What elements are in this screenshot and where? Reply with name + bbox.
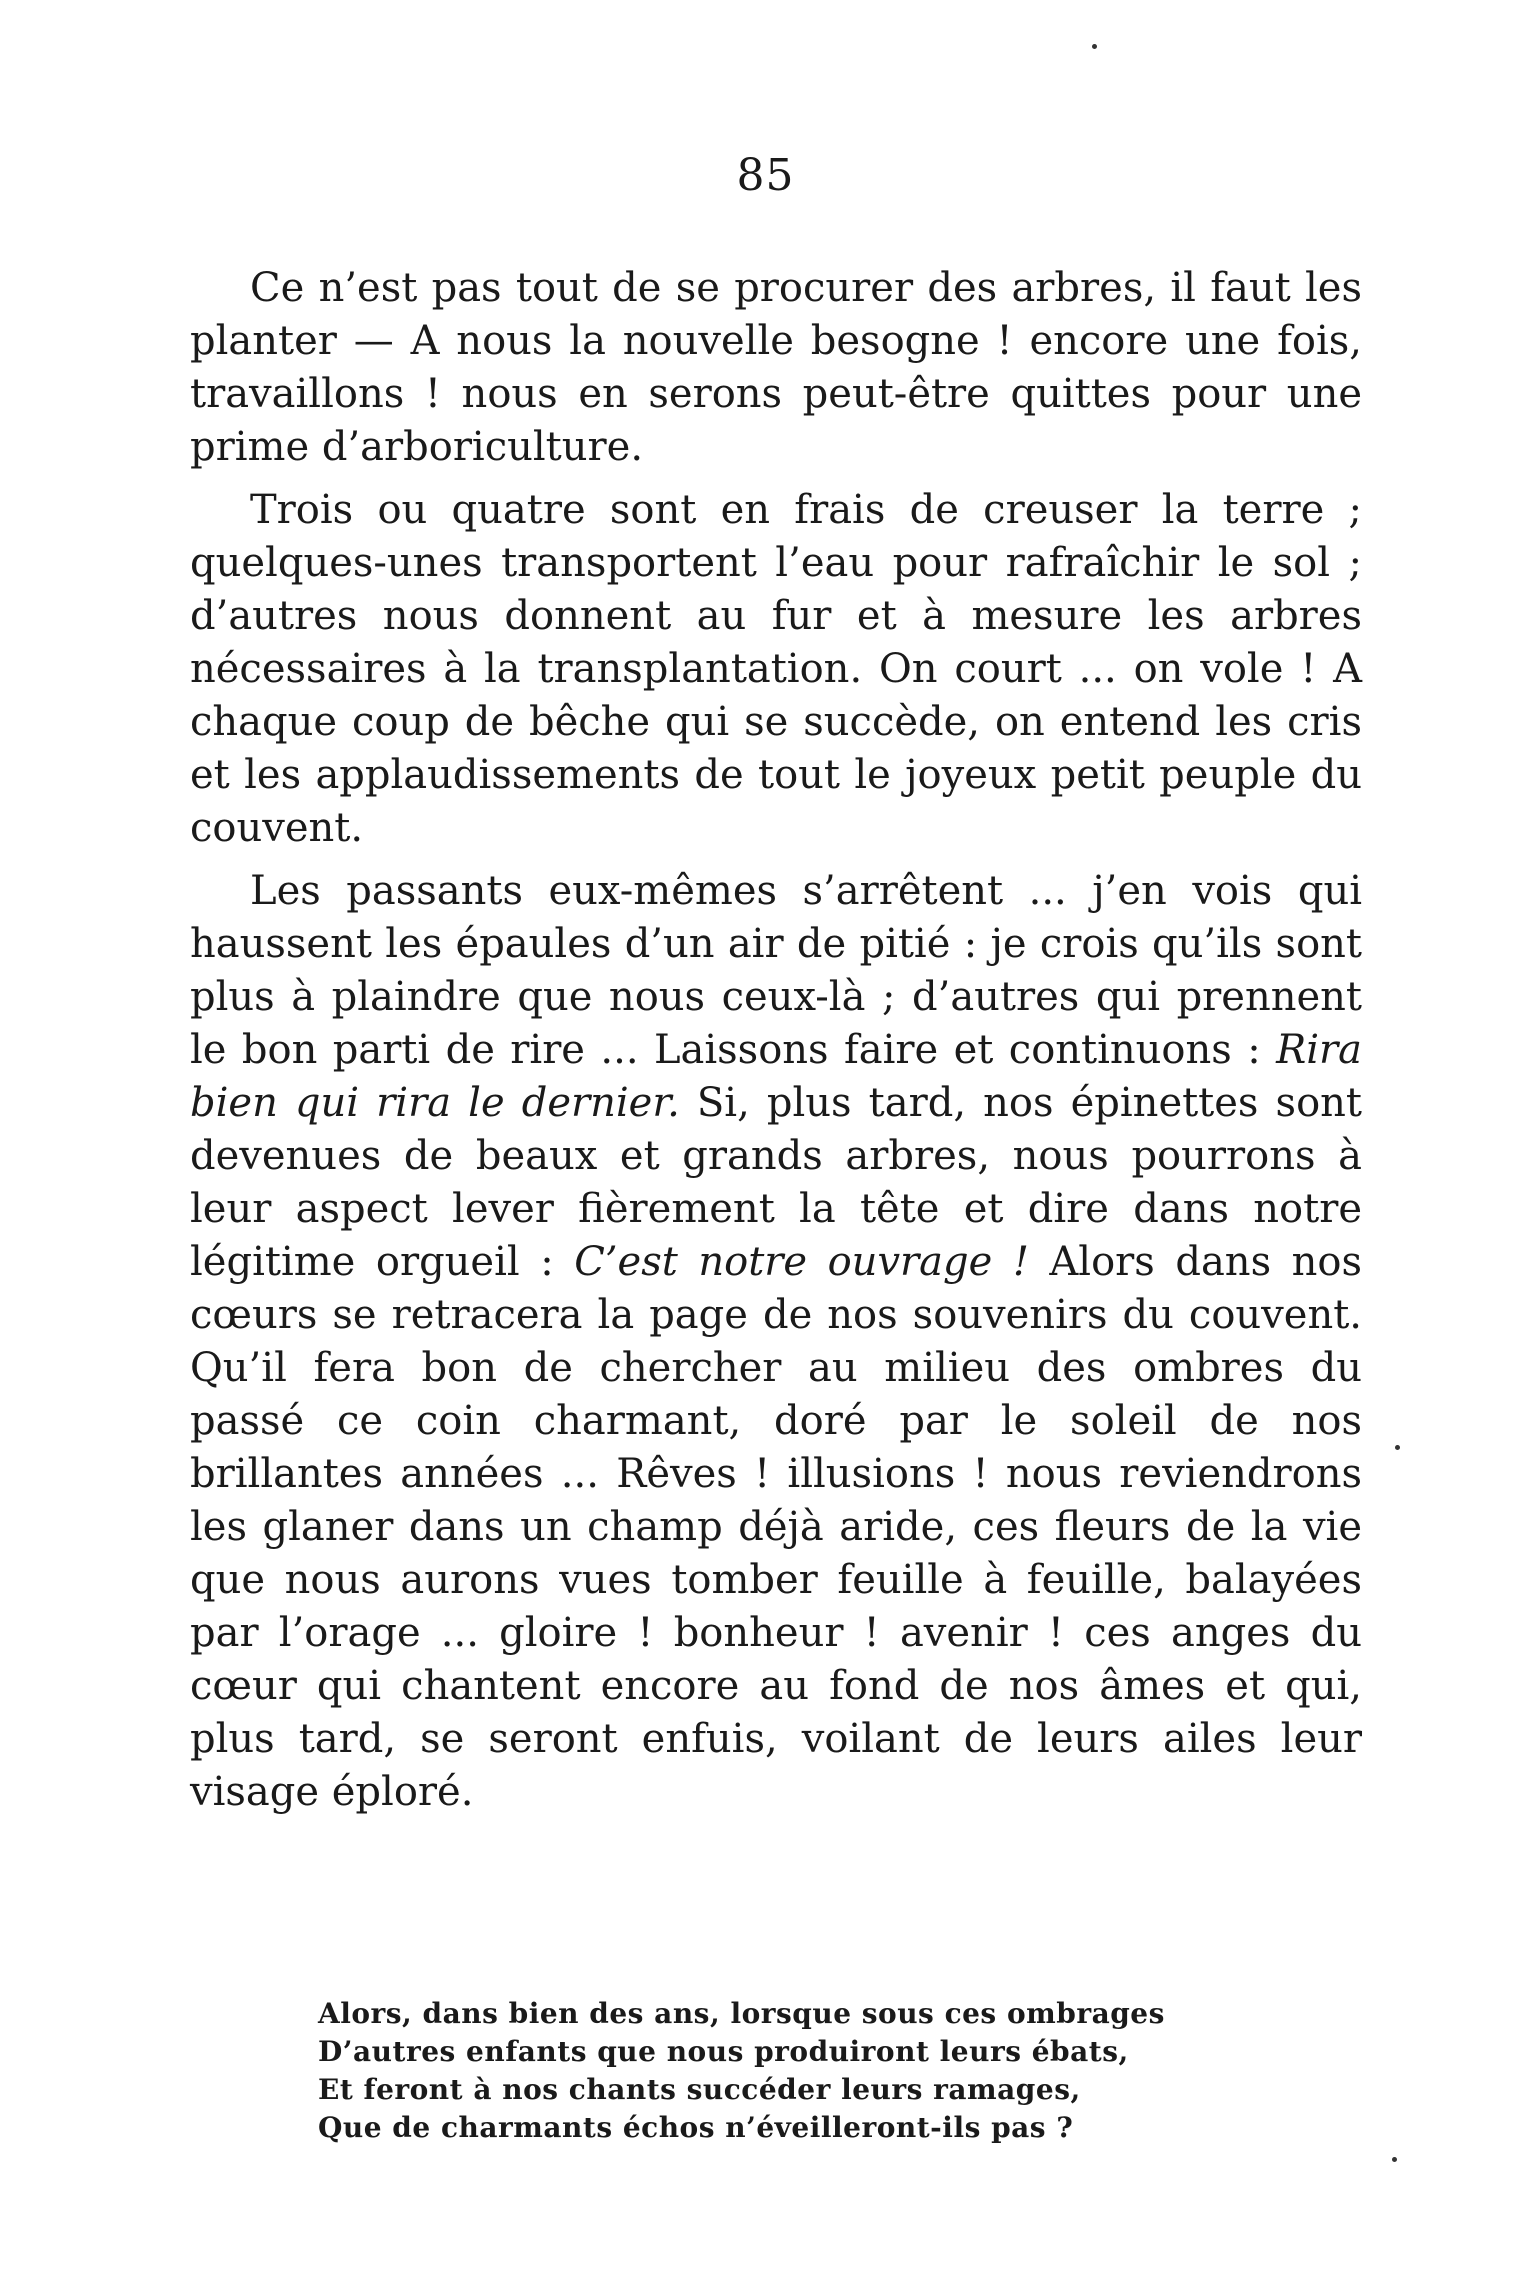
italic-quote: C’est notre ouvrage ! (574, 1239, 1029, 1285)
scan-speck (1092, 44, 1097, 49)
scan-speck (1392, 2157, 1397, 2162)
verse-line: Alors, dans bien des ans, lorsque sous ces ombrages (318, 1997, 1165, 2030)
paragraph-text: Si, plus tard, nos épinettes sont devenues de beaux et grands arbres, nous pourrons à leur aspect lever fièrement la tête et dire dans notre légitime orgueil : (190, 1080, 1363, 1285)
paragraph (190, 484, 1362, 855)
paragraph-text: Trois ou quatre sont en frais de creuser la terre ; quelques-unes transportent l’eau pour rafraîchir le sol ; d’autres nous donnent au fur et à mesure les arbres nécessaires à la transplantation. On court ... on vole ! A chaque coup de bêche qui se succède, on entend les cris et les applaudissements de tout le joyeux petit peuple du couvent. (190, 487, 1362, 851)
verse-line: D’autres enfants que nous produiront leurs ébats, (318, 2035, 1129, 2068)
verse-stanza (318, 1995, 1165, 2147)
paragraph-text: Les passants eux-mêmes s’arrêtent ... j’en vois qui haussent les épaules d’un air de pitié : je crois qu’ils sont plus à plaindre que nous ceux-là ; d’autres qui prennent le bon parti de rire ... Laissons faire et continuons : (190, 868, 1362, 1073)
verse-line: Et feront à nos chants succéder leurs ramages, (318, 2073, 1081, 2106)
paragraph (190, 865, 1362, 1819)
italic-quote: Rira bien qui rira le dernier. (190, 1027, 1362, 1126)
scan-speck (1395, 1445, 1400, 1450)
body-text (190, 262, 1362, 1829)
paragraph-text: Alors dans nos cœurs se retracera la page de nos souvenirs du couvent. Qu’il fera bon de chercher au milieu des ombres du passé ce coin charmant, doré par le soleil de nos brillantes années ... Rêves ! illusions ! nous reviendrons les glaner dans un champ déjà aride, ces fleurs de la vie que nous aurons vues tomber feuille à feuille, balayées par l’orage ... gloire ! bonheur ! avenir ! ces anges du cœur qui chantent encore au fond de nos âmes et qui, plus tard, se seront enfuis, voilant de leurs ailes leur visage éploré. (190, 1239, 1363, 1815)
page-number: 85 (736, 150, 795, 201)
verse-line: Que de charmants échos n’éveilleront-ils pas ? (318, 2111, 1074, 2144)
paragraph (190, 262, 1362, 474)
paragraph-text: Ce n’est pas tout de se procurer des arbres, il faut les planter — A nous la nouvelle besogne ! encore une fois, travaillons ! nous en serons peut-être quittes pour une prime d’arboriculture. (190, 265, 1362, 470)
